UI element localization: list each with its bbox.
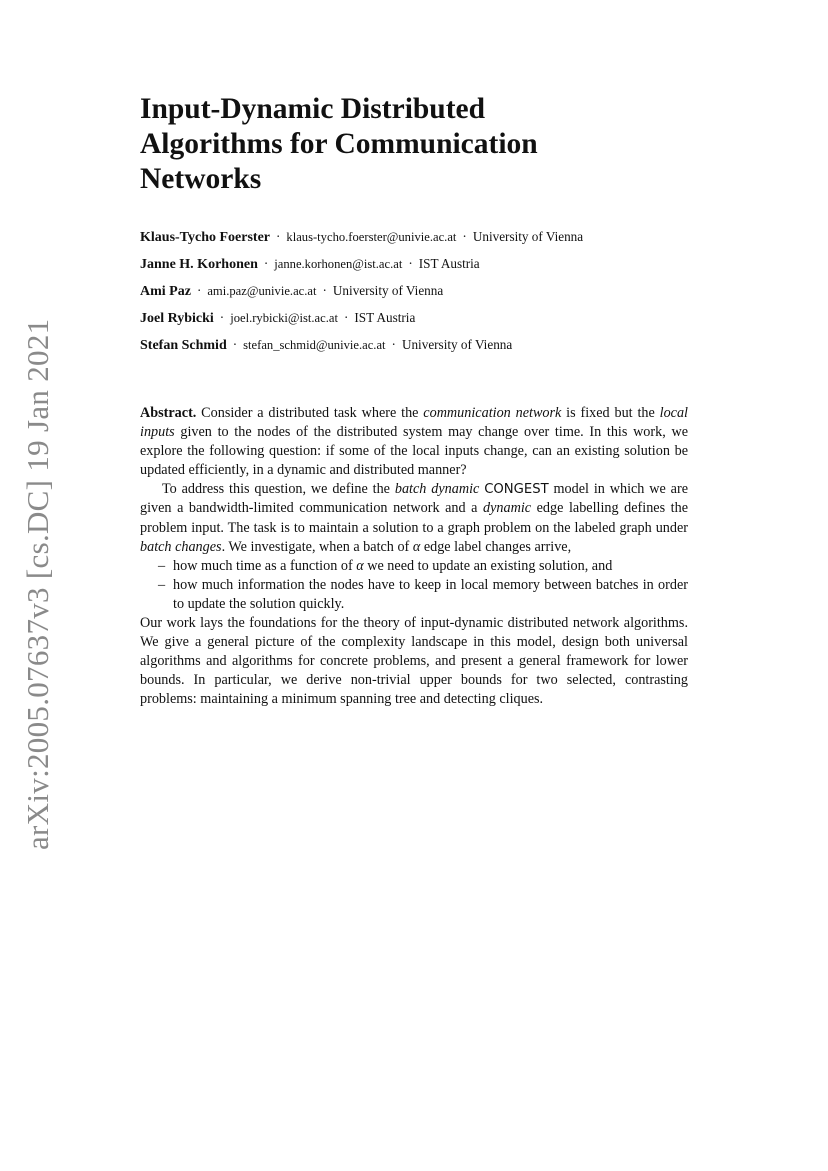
- abstract-text: edge labelling defines the problem input. The task is to maintain a solution to a graph problem on the labeled graph under: [140, 500, 688, 536]
- title-line: Algorithms for Communication: [140, 128, 538, 160]
- author-name: Stefan Schmid: [140, 338, 227, 353]
- author-list: [140, 228, 700, 363]
- author-entry: [140, 309, 700, 336]
- separator-dot: ·: [391, 337, 396, 352]
- abstract-text: how much time as a function of: [173, 557, 357, 574]
- abstract-emphasis: local inputs: [140, 405, 688, 441]
- separator-dot: ·: [322, 283, 327, 298]
- author-email: ami.paz@univie.ac.at: [207, 284, 317, 298]
- abstract-emphasis: dynamic: [483, 500, 532, 517]
- model-name: CONGEST: [484, 482, 549, 498]
- author-entry: [140, 228, 700, 255]
- abstract-text: we need to update an existing solution, and: [363, 557, 613, 574]
- list-item: [158, 576, 688, 614]
- separator-dot: ·: [343, 310, 349, 325]
- abstract-paragraph: [140, 480, 688, 556]
- separator-dot: ·: [219, 310, 225, 325]
- separator-dot: ·: [263, 256, 269, 271]
- alpha-symbol: α: [356, 557, 364, 574]
- abstract-bullet-list: [140, 557, 688, 614]
- author-email: stefan_schmid@univie.ac.at: [243, 338, 386, 352]
- author-entry: [140, 255, 700, 282]
- alpha-symbol: α: [412, 538, 421, 555]
- author-entry: [140, 336, 700, 363]
- abstract-text: edge label changes arrive,: [420, 538, 572, 555]
- paper-title: [140, 92, 700, 197]
- abstract-text: Consider a distributed task where the: [196, 405, 424, 421]
- abstract-emphasis: batch changes: [140, 538, 222, 555]
- author-name: Joel Rybicki: [140, 311, 214, 326]
- title-line: Input-Dynamic Distributed: [140, 93, 486, 125]
- author-email: joel.rybicki@ist.ac.at: [230, 311, 338, 325]
- author-entry: [140, 282, 700, 309]
- abstract-emphasis: batch dynamic: [394, 481, 480, 498]
- author-affiliation: University of Vienna: [401, 337, 513, 352]
- separator-dot: ·: [462, 229, 467, 244]
- abstract-text: To address this question, we define the: [162, 481, 395, 498]
- title-line: Networks: [140, 163, 262, 195]
- author-email: klaus-tycho.foerster@univie.ac.at: [286, 230, 457, 244]
- author-affiliation: University of Vienna: [332, 283, 444, 298]
- author-name: Ami Paz: [140, 284, 191, 299]
- abstract-text: how much information the nodes have to keep in local memory between batches in order to update the solution quickly.: [173, 576, 688, 612]
- author-name: Janne H. Korhonen: [140, 257, 258, 272]
- author-email: janne.korhonen@ist.ac.at: [274, 257, 403, 271]
- separator-dot: ·: [276, 229, 281, 244]
- abstract-text: given to the nodes of the distributed system may change over time. In this work, we explore the following question: if some of the local inputs change, can an existing solution be updated efficiently, in a dynamic and distributed manner?: [140, 424, 688, 479]
- list-item: [158, 557, 688, 576]
- arxiv-identifier-stamp: arXiv:2005.07637v3 [cs.DC] 19 Jan 2021: [20, 318, 55, 850]
- separator-dot: ·: [232, 337, 238, 352]
- abstract-text: model in which we are given a bandwidth-limited communication network and a: [140, 481, 689, 517]
- author-affiliation: IST Austria: [418, 256, 480, 271]
- separator-dot: ·: [408, 256, 413, 271]
- abstract-paragraph: Our work lays the foundations for the theory of input-dynamic distributed network algorithms. We give a general picture of the complexity landscape in this model, design both universal algorithms and algorithms for concrete problems, and present a general framework for lower bounds. In particular, we derive non-trivial upper bounds for two selected, contrasting problems: maintaining a minimum spanning tree and detecting cliques.: [140, 615, 688, 708]
- separator-dot: ·: [196, 283, 202, 298]
- author-name: Klaus-Tycho Foerster: [140, 230, 270, 245]
- abstract-text: is fixed but the: [561, 405, 660, 421]
- abstract: [140, 404, 688, 710]
- author-affiliation: IST Austria: [354, 310, 416, 325]
- abstract-paragraph: [140, 404, 688, 480]
- abstract-label: Abstract.: [140, 405, 197, 421]
- author-affiliation: University of Vienna: [472, 229, 584, 244]
- abstract-text: . We investigate, when a batch of: [221, 538, 413, 555]
- abstract-emphasis: communication network: [423, 405, 562, 421]
